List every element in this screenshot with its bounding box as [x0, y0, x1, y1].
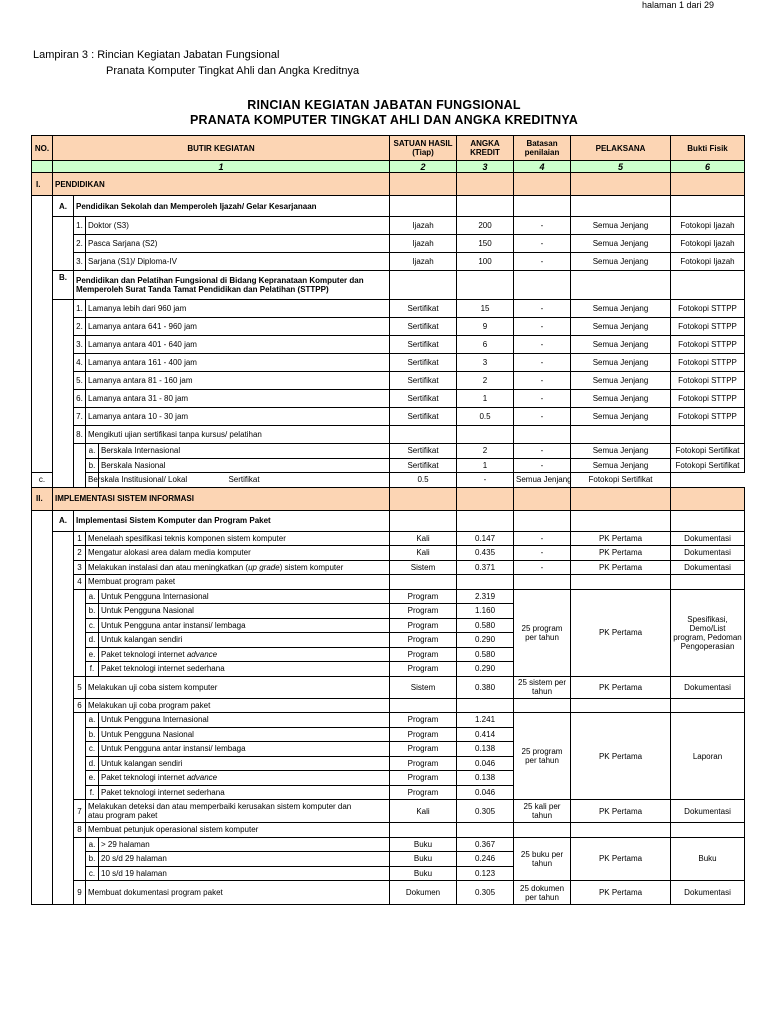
- item-satuan: Sertifikat: [99, 473, 390, 488]
- item-bukti: Fotokopi Ijazah: [671, 235, 745, 253]
- item-pelaksana: PK Pertama: [571, 676, 671, 698]
- item-satuan: Sertifikat: [390, 408, 457, 426]
- item-text: Untuk kalangan sendiri: [99, 633, 390, 648]
- item-bukti: Fotokopi STTPP: [671, 300, 745, 318]
- item-batasan: -: [514, 531, 571, 546]
- item-text: Berskala Internasional: [99, 444, 390, 459]
- header-pelaksana: PELAKSANA: [571, 136, 671, 161]
- item-bukti: Buku: [671, 837, 745, 881]
- item-bukti: Laporan: [671, 713, 745, 800]
- lampiran-heading: [33, 47, 359, 79]
- item-pelaksana: Semua Jenjang: [571, 235, 671, 253]
- item-text: Mengatur alokasi area dalam media komputer: [86, 546, 390, 561]
- header-angka: ANGKA KREDIT: [457, 136, 514, 161]
- item-text: Untuk Pengguna Internasional: [99, 713, 390, 728]
- item-text: Untuk Pengguna antar instansi/ lembaga: [99, 742, 390, 757]
- item-angka: 6: [457, 336, 514, 354]
- item-satuan: Program: [390, 618, 457, 633]
- item-batasan: -: [514, 546, 571, 561]
- item-no: 6.: [74, 390, 86, 408]
- item-no: 2.: [74, 235, 86, 253]
- title-line-1: RINCIAN KEGIATAN JABATAN FUNGSIONAL: [247, 98, 521, 112]
- item-satuan: Program: [390, 771, 457, 786]
- item-angka: 2: [457, 372, 514, 390]
- item-batasan: 25 dokumen per tahun: [514, 881, 571, 905]
- item-satuan: Program: [390, 589, 457, 604]
- item-batasan: -: [514, 318, 571, 336]
- item-sub: f.: [86, 662, 99, 677]
- item-pelaksana: PK Pertama: [571, 881, 671, 905]
- item-sub: a.: [86, 444, 99, 459]
- item-pelaksana: Semua Jenjang: [571, 318, 671, 336]
- item-batasan: -: [514, 458, 571, 473]
- item-satuan: Buku: [390, 837, 457, 852]
- table-row: [32, 698, 745, 713]
- item-text: Mengikuti ujian sertifikasi tanpa kursus/ pelatihan: [86, 426, 390, 444]
- item-satuan: Sertifikat: [390, 444, 457, 459]
- item-no: 1.: [74, 300, 86, 318]
- column-number-row: [32, 161, 745, 173]
- item-text: Untuk kalangan sendiri: [99, 756, 390, 771]
- item-satuan: Sertifikat: [390, 390, 457, 408]
- subsection-title: Pendidikan Sekolah dan Memperoleh Ijazah/ Gelar Kesarjanaan: [74, 196, 390, 217]
- item-no: 8.: [74, 426, 86, 444]
- item-angka: 100: [457, 253, 514, 271]
- page-number: halaman 1 dari 29: [641, 0, 714, 10]
- item-batasan: -: [514, 444, 571, 459]
- item-angka: 0.580: [457, 618, 514, 633]
- subsection-title-line: Pendidikan dan Pelatihan Fungsional di Bidang Kepranataan Komputer dan: [76, 276, 364, 285]
- item-angka: 0.046: [457, 785, 514, 800]
- item-text: Melakukan uji coba sistem komputer: [86, 676, 390, 698]
- item-angka: 0.305: [457, 800, 514, 823]
- item-bukti: Dokumentasi: [671, 676, 745, 698]
- item-pelaksana: Semua Jenjang: [571, 372, 671, 390]
- header-butir: BUTIR KEGIATAN: [53, 136, 390, 161]
- item-angka: 200: [457, 217, 514, 235]
- item-satuan: Program: [390, 647, 457, 662]
- item-text: Melakukan instalasi dan atau meningkatkan (up grade) sistem komputer: [86, 560, 390, 575]
- item-text: Paket teknologi internet sederhana: [99, 785, 390, 800]
- item-batasan: -: [514, 300, 571, 318]
- section-roman: II.: [32, 487, 53, 510]
- item-pelaksana: PK Pertama: [571, 800, 671, 823]
- item-bukti: Dokumentasi: [671, 881, 745, 905]
- item-sub: f.: [86, 785, 99, 800]
- item-sub: d.: [86, 756, 99, 771]
- item-satuan: Ijazah: [390, 217, 457, 235]
- table-row: [32, 444, 745, 459]
- item-text: Lamanya antara 161 - 400 jam: [86, 354, 390, 372]
- item-sub: c.: [86, 866, 99, 881]
- item-batasan: -: [514, 560, 571, 575]
- table-row: [32, 300, 745, 318]
- item-angka: 0.380: [457, 676, 514, 698]
- item-angka: 0.5: [390, 473, 457, 488]
- subsection-letter: A.: [53, 196, 74, 217]
- table-row: [32, 253, 745, 271]
- table-row: [32, 217, 745, 235]
- item-satuan: Sertifikat: [390, 318, 457, 336]
- item-angka: 2.319: [457, 589, 514, 604]
- header-satuan: SATUAN HASIL (Tiap): [390, 136, 457, 161]
- item-text: Doktor (S3): [86, 217, 390, 235]
- col-number: 5: [571, 161, 671, 173]
- title-line-2: PRANATA KOMPUTER TINGKAT AHLI DAN ANGKA KREDITNYA: [189, 113, 579, 127]
- item-angka: 0.414: [457, 727, 514, 742]
- item-pelaksana: Semua Jenjang: [571, 217, 671, 235]
- item-satuan: Sistem: [390, 560, 457, 575]
- item-no: 5.: [74, 372, 86, 390]
- item-no: 4.: [74, 354, 86, 372]
- item-angka: 0.305: [457, 881, 514, 905]
- table-row: [32, 837, 745, 852]
- item-bukti: Spesifikasi, Demo/List program, Pedoman Pengoperasian: [671, 589, 745, 676]
- item-angka: 150: [457, 235, 514, 253]
- item-pelaksana: PK Pertama: [571, 560, 671, 575]
- item-text: Lamanya antara 401 - 640 jam: [86, 336, 390, 354]
- table-row: [32, 473, 745, 488]
- item-sub: a.: [86, 589, 99, 604]
- item-pelaksana: PK Pertama: [571, 589, 671, 676]
- item-satuan: Buku: [390, 852, 457, 867]
- item-batasan: -: [514, 408, 571, 426]
- item-text: Sarjana (S1)/ Diploma-IV: [86, 253, 390, 271]
- item-text: Untuk Pengguna Nasional: [99, 727, 390, 742]
- item-sub: b.: [86, 852, 99, 867]
- kegiatan-table: [31, 135, 745, 905]
- table-row: [32, 676, 745, 698]
- item-pelaksana: PK Pertama: [571, 546, 671, 561]
- item-no: 2: [74, 546, 86, 561]
- item-batasan: -: [514, 336, 571, 354]
- item-bukti: Dokumentasi: [671, 800, 745, 823]
- item-angka: 2: [457, 444, 514, 459]
- table-row: [32, 408, 745, 426]
- item-batasan: 25 program per tahun: [514, 589, 571, 676]
- item-sub: c.: [32, 473, 53, 488]
- item-satuan: Program: [390, 604, 457, 619]
- item-text: Untuk Pengguna antar instansi/ lembaga: [99, 618, 390, 633]
- item-no: 6: [74, 698, 86, 713]
- item-angka: 0.371: [457, 560, 514, 575]
- table-row: [32, 318, 745, 336]
- item-pelaksana: Semua Jenjang: [571, 390, 671, 408]
- item-batasan: 25 sistem per tahun: [514, 676, 571, 698]
- item-text: 20 s/d 29 halaman: [99, 852, 390, 867]
- item-text: Membuat petunjuk operasional sistem komputer: [86, 823, 390, 838]
- item-angka: 0.246: [457, 852, 514, 867]
- item-text: Paket teknologi internet advance: [99, 647, 390, 662]
- item-pelaksana: Semua Jenjang: [571, 444, 671, 459]
- document-title: [0, 98, 768, 128]
- item-angka: 1: [457, 390, 514, 408]
- header-bukti: Bukti Fisik: [671, 136, 745, 161]
- table-row: [32, 589, 745, 604]
- item-sub: e.: [86, 771, 99, 786]
- item-text: Lamanya antara 81 - 160 jam: [86, 372, 390, 390]
- item-batasan: -: [514, 253, 571, 271]
- item-no: 3.: [74, 253, 86, 271]
- item-sub: a.: [86, 713, 99, 728]
- item-text: Berskala Nasional: [99, 458, 390, 473]
- item-bukti: Dokumentasi: [671, 560, 745, 575]
- lampiran-line-1: Lampiran 3 : Rincian Kegiatan Jabatan Fungsional: [33, 49, 280, 61]
- item-sub: c.: [86, 742, 99, 757]
- lampiran-line-2: Pranata Komputer Tingkat Ahli dan Angka Kreditnya: [106, 65, 360, 77]
- item-satuan: Sertifikat: [390, 354, 457, 372]
- item-bukti: Fotokopi STTPP: [671, 408, 745, 426]
- item-angka: 0.580: [457, 647, 514, 662]
- header-no: NO.: [32, 136, 53, 161]
- item-angka: 9: [457, 318, 514, 336]
- table-row: [32, 560, 745, 575]
- item-text: Melakukan uji coba program paket: [86, 698, 390, 713]
- subsection-title: Implementasi Sistem Komputer dan Program Paket: [74, 510, 390, 531]
- item-pelaksana: Semua Jenjang: [571, 336, 671, 354]
- item-satuan: Sertifikat: [390, 336, 457, 354]
- item-satuan: Buku: [390, 866, 457, 881]
- header-row: [32, 136, 745, 161]
- item-no: 3.: [74, 336, 86, 354]
- item-satuan: Program: [390, 742, 457, 757]
- item-angka: 0.367: [457, 837, 514, 852]
- item-angka: 0.5: [457, 408, 514, 426]
- item-pelaksana: Semua Jenjang: [514, 473, 571, 488]
- item-no: 8: [74, 823, 86, 838]
- item-pelaksana: PK Pertama: [571, 713, 671, 800]
- item-pelaksana: Semua Jenjang: [571, 458, 671, 473]
- item-no: 7: [74, 800, 86, 823]
- item-batasan: 25 buku per tahun: [514, 837, 571, 881]
- item-angka: 1: [457, 458, 514, 473]
- item-no: 7.: [74, 408, 86, 426]
- item-batasan: -: [514, 235, 571, 253]
- table-row: [32, 881, 745, 905]
- item-no: 2.: [74, 318, 86, 336]
- subsection-letter: B.: [53, 271, 74, 300]
- item-satuan: Sistem: [390, 676, 457, 698]
- table-row: [32, 235, 745, 253]
- table-row: [32, 800, 745, 823]
- item-sub: b.: [86, 458, 99, 473]
- item-angka: 0.147: [457, 531, 514, 546]
- item-text: Membuat dokumentasi program paket: [86, 881, 390, 905]
- item-sub: d.: [86, 633, 99, 648]
- item-angka: 0.123: [457, 866, 514, 881]
- col-number: 1: [53, 161, 390, 173]
- item-batasan: -: [457, 473, 514, 488]
- item-satuan: Program: [390, 662, 457, 677]
- item-pelaksana: Semua Jenjang: [571, 253, 671, 271]
- item-batasan: -: [514, 390, 571, 408]
- table-row: [32, 354, 745, 372]
- item-sub: b.: [86, 604, 99, 619]
- item-satuan: Sertifikat: [390, 372, 457, 390]
- item-angka: 15: [457, 300, 514, 318]
- col-number: 6: [671, 161, 745, 173]
- item-angka: 3: [457, 354, 514, 372]
- item-no: 5: [74, 676, 86, 698]
- subsection-title: [74, 271, 390, 300]
- table-row: [32, 458, 745, 473]
- item-bukti: Fotokopi STTPP: [671, 318, 745, 336]
- item-sub: b.: [86, 727, 99, 742]
- section-title: IMPLEMENTASI SISTEM INFORMASI: [53, 487, 390, 510]
- section-title: PENDIDIKAN: [53, 173, 390, 196]
- item-no: 1.: [74, 217, 86, 235]
- item-batasan: -: [514, 217, 571, 235]
- item-batasan: 25 kali per tahun: [514, 800, 571, 823]
- table-row: [32, 823, 745, 838]
- item-batasan: -: [514, 372, 571, 390]
- item-sub: a.: [86, 837, 99, 852]
- item-no: 4: [74, 575, 86, 590]
- item-text: Berskala Institusional/ Lokal: [86, 473, 99, 488]
- item-text: 10 s/d 19 halaman: [99, 866, 390, 881]
- item-text: Paket teknologi internet advance: [99, 771, 390, 786]
- col-number: 3: [457, 161, 514, 173]
- item-angka: 0.290: [457, 633, 514, 648]
- item-satuan: Kali: [390, 800, 457, 823]
- item-satuan: Ijazah: [390, 253, 457, 271]
- table-row: [32, 372, 745, 390]
- table-row: [32, 426, 745, 444]
- item-satuan: Program: [390, 756, 457, 771]
- item-angka: 0.138: [457, 771, 514, 786]
- item-text: Paket teknologi internet sederhana: [99, 662, 390, 677]
- item-bukti: Fotokopi Sertifikat: [571, 473, 671, 488]
- item-satuan: Program: [390, 713, 457, 728]
- item-angka: 0.046: [457, 756, 514, 771]
- item-text: Lamanya antara 641 - 960 jam: [86, 318, 390, 336]
- section-row: [32, 487, 745, 510]
- item-satuan: Ijazah: [390, 235, 457, 253]
- item-sub: c.: [86, 618, 99, 633]
- item-no: 1: [74, 531, 86, 546]
- item-bukti: Fotokopi STTPP: [671, 354, 745, 372]
- item-no: 3: [74, 560, 86, 575]
- item-no: 9: [74, 881, 86, 905]
- item-satuan: Sertifikat: [390, 458, 457, 473]
- item-bukti: Fotokopi Ijazah: [671, 217, 745, 235]
- item-text: Lamanya antara 31 - 80 jam: [86, 390, 390, 408]
- item-pelaksana: PK Pertama: [571, 531, 671, 546]
- item-sub: e.: [86, 647, 99, 662]
- item-satuan: Program: [390, 633, 457, 648]
- item-text: > 29 halaman: [99, 837, 390, 852]
- item-text: Membuat program paket: [86, 575, 390, 590]
- item-pelaksana: Semua Jenjang: [571, 300, 671, 318]
- item-bukti: Fotokopi STTPP: [671, 336, 745, 354]
- subsection-letter: A.: [53, 510, 74, 531]
- item-pelaksana: PK Pertama: [571, 837, 671, 881]
- col-number: 4: [514, 161, 571, 173]
- item-angka: 0.435: [457, 546, 514, 561]
- item-text: Pasca Sarjana (S2): [86, 235, 390, 253]
- table-row: [32, 390, 745, 408]
- item-bukti: Fotokopi STTPP: [671, 372, 745, 390]
- item-satuan: Kali: [390, 531, 457, 546]
- item-text: Lamanya lebih dari 960 jam: [86, 300, 390, 318]
- item-satuan: Dokumen: [390, 881, 457, 905]
- item-bukti: Fotokopi Sertifikat: [671, 444, 745, 459]
- item-pelaksana: Semua Jenjang: [571, 354, 671, 372]
- header-batasan: Batasan penilaian: [514, 136, 571, 161]
- item-satuan: Program: [390, 727, 457, 742]
- section-row: [32, 173, 745, 196]
- subsection-title-line: Memperoleh Surat Tanda Tamat Pendidikan dan Pelatihan (STTPP): [76, 285, 329, 294]
- table-row: [32, 531, 745, 546]
- subsection-row: [32, 510, 745, 531]
- item-batasan: 25 program per tahun: [514, 713, 571, 800]
- item-pelaksana: Semua Jenjang: [571, 408, 671, 426]
- item-angka: 0.138: [457, 742, 514, 757]
- col-number: 2: [390, 161, 457, 173]
- table-row: [32, 713, 745, 728]
- item-angka: 1.160: [457, 604, 514, 619]
- table-row: [32, 575, 745, 590]
- item-text: Untuk Pengguna Nasional: [99, 604, 390, 619]
- item-bukti: Dokumentasi: [671, 531, 745, 546]
- item-angka: 0.290: [457, 662, 514, 677]
- item-satuan: Program: [390, 785, 457, 800]
- item-text: Untuk Pengguna Internasional: [99, 589, 390, 604]
- subsection-row: [32, 196, 745, 217]
- table-row: [32, 546, 745, 561]
- item-text: Menelaah spesifikasi teknis komponen sistem komputer: [86, 531, 390, 546]
- item-text: Melakukan deteksi dan atau memperbaiki kerusakan sistem komputer dan atau program paket: [86, 800, 390, 823]
- item-satuan: Sertifikat: [390, 300, 457, 318]
- section-roman: I.: [32, 173, 53, 196]
- table-row: [32, 336, 745, 354]
- item-bukti: Fotokopi Sertifikat: [671, 458, 745, 473]
- item-bukti: Fotokopi Ijazah: [671, 253, 745, 271]
- item-text: Lamanya antara 10 - 30 jam: [86, 408, 390, 426]
- item-bukti: Fotokopi STTPP: [671, 390, 745, 408]
- item-satuan: Kali: [390, 546, 457, 561]
- item-angka: 1.241: [457, 713, 514, 728]
- item-batasan: -: [514, 354, 571, 372]
- item-bukti: Dokumentasi: [671, 546, 745, 561]
- subsection-row: [32, 271, 745, 300]
